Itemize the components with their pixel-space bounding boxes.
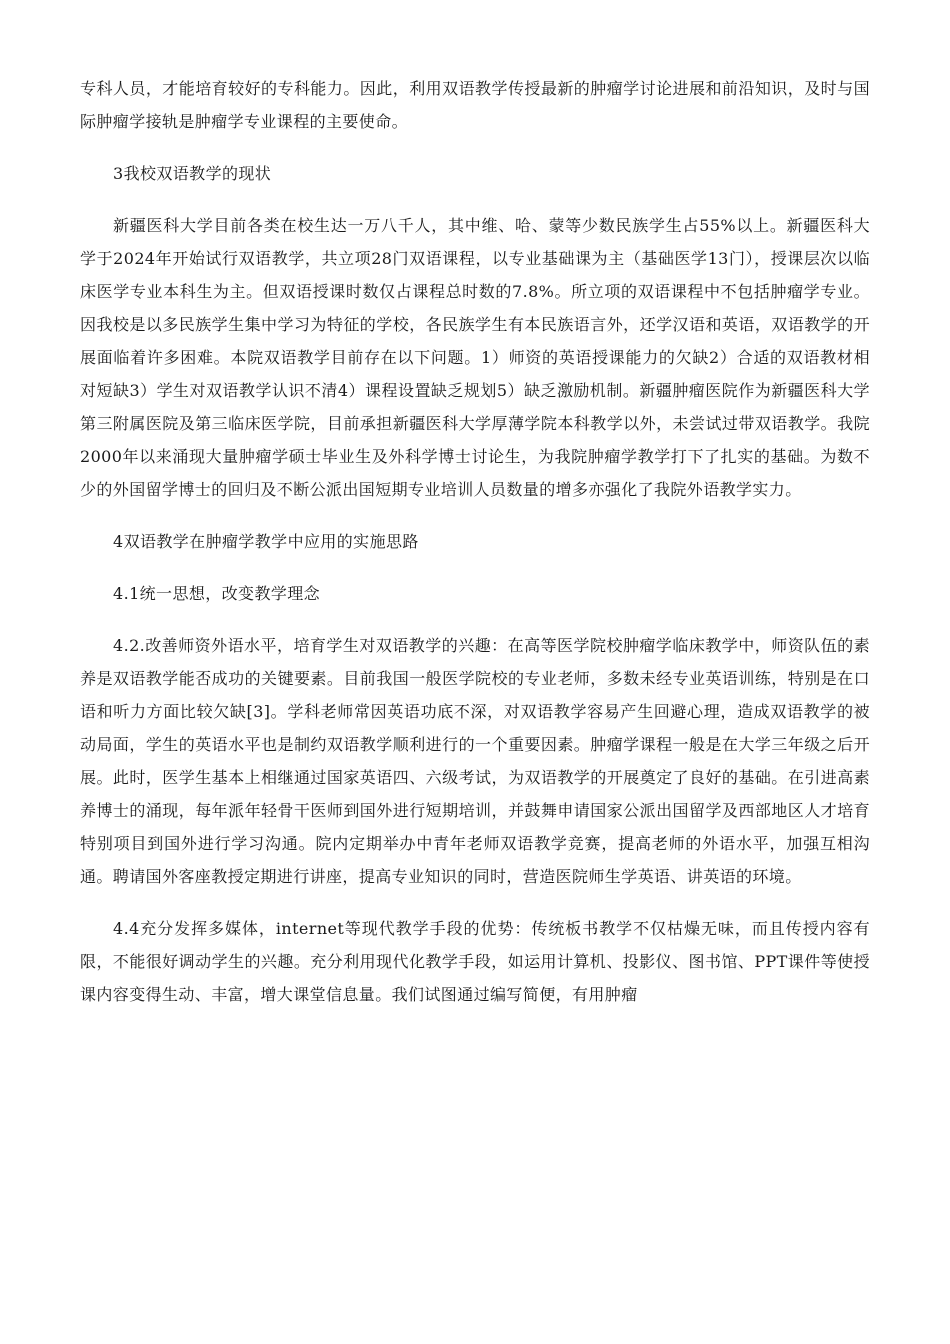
paragraph-4-2: 4.2.改善师资外语水平，培育学生对双语教学的兴趣：在高等医学院校肿瘤学临床教学中，师资队伍的素养是双语教学能否成功的关键要素。目前我国一般医学院校的专业老师，多数未经专业英语训练，特别是在口语和听力方面比较欠缺[3]。学科老师常因英语功底不深，对双语教学容易产生回避心理，造成双语教学的被动局面，学生的英语水平也是制约双语教学顺利进行的一个重要因素。肿瘤学课程一般是在大学三年级之后开展。此时，医学生基本上相继通过国家英语四、六级考试，为双语教学的开展奠定了良好的基础。在引进高素养博士的涌现，每年派年轻骨干医师到国外进行短期培训，并鼓舞申请国家公派出国留学及西部地区人才培育特别项目到国外进行学习沟通。院内定期举办中青年老师双语教学竞赛，提高老师的外语水平，加强互相沟通。聘请国外客座教授定期进行讲座，提高专业知识的同时，营造医院师生学英语、讲英语的环境。 — [80, 636, 870, 886]
paragraph-4-4: 4.4充分发挥多媒体，internet等现代教学手段的优势：传统板书教学不仅枯燥无味，而且传授内容有限，不能很好调动学生的兴趣。充分利用现代化教学手段，如运用计算机、投影仪、图书馆、PPT课件等使授课内容变得生动、丰富，增大课堂信息量。我们试图通过编写简便，有用肿瘤 — [80, 919, 870, 1004]
section-heading-3: 3我校双语教学的现状 — [113, 164, 272, 183]
section-heading-4: 4双语教学在肿瘤学教学中应用的实施思路 — [113, 532, 419, 551]
document-page — [80, 72, 870, 1030]
paragraph-continuation: 专科人员，才能培育较好的专科能力。因此，利用双语教学传授最新的肿瘤学讨论进展和前沿知识，及时与国际肿瘤学接轨是肿瘤学专业课程的主要使命。 — [80, 79, 870, 131]
subsection-heading-4-1: 4.1统一思想，改变教学理念 — [113, 584, 321, 603]
paragraph-current-status: 新疆医科大学目前各类在校生达一万八千人，其中维、哈、蒙等少数民族学生占55%以上。新疆医科大学于2024年开始试行双语教学，共立项28门双语课程，以专业基础课为主（基础医学13门），授课层次以临床医学专业本科生为主。但双语授课时数仅占课程总时数的7.8%。所立项的双语课程中不包括肿瘤学专业。因我校是以多民族学生集中学习为特征的学校，各民族学生有本民族语言外，还学汉语和英语，双语教学的开展面临着许多困难。本院双语教学目前存在以下问题。1）师资的英语授课能力的欠缺2）合适的双语教材相对短缺3）学生对双语教学认识不清4）课程设置缺乏规划5）缺乏激励机制。新疆肿瘤医院作为新疆医科大学第三附属医院及第三临床医学院，目前承担新疆医科大学厚薄学院本科教学以外，未尝试过带双语教学。我院2000年以来涌现大量肿瘤学硕士毕业生及外科学博士讨论生，为我院肿瘤学教学打下了扎实的基础。为数不少的外国留学博士的回归及不断公派出国短期专业培训人员数量的增多亦强化了我院外语教学实力。 — [80, 216, 870, 499]
